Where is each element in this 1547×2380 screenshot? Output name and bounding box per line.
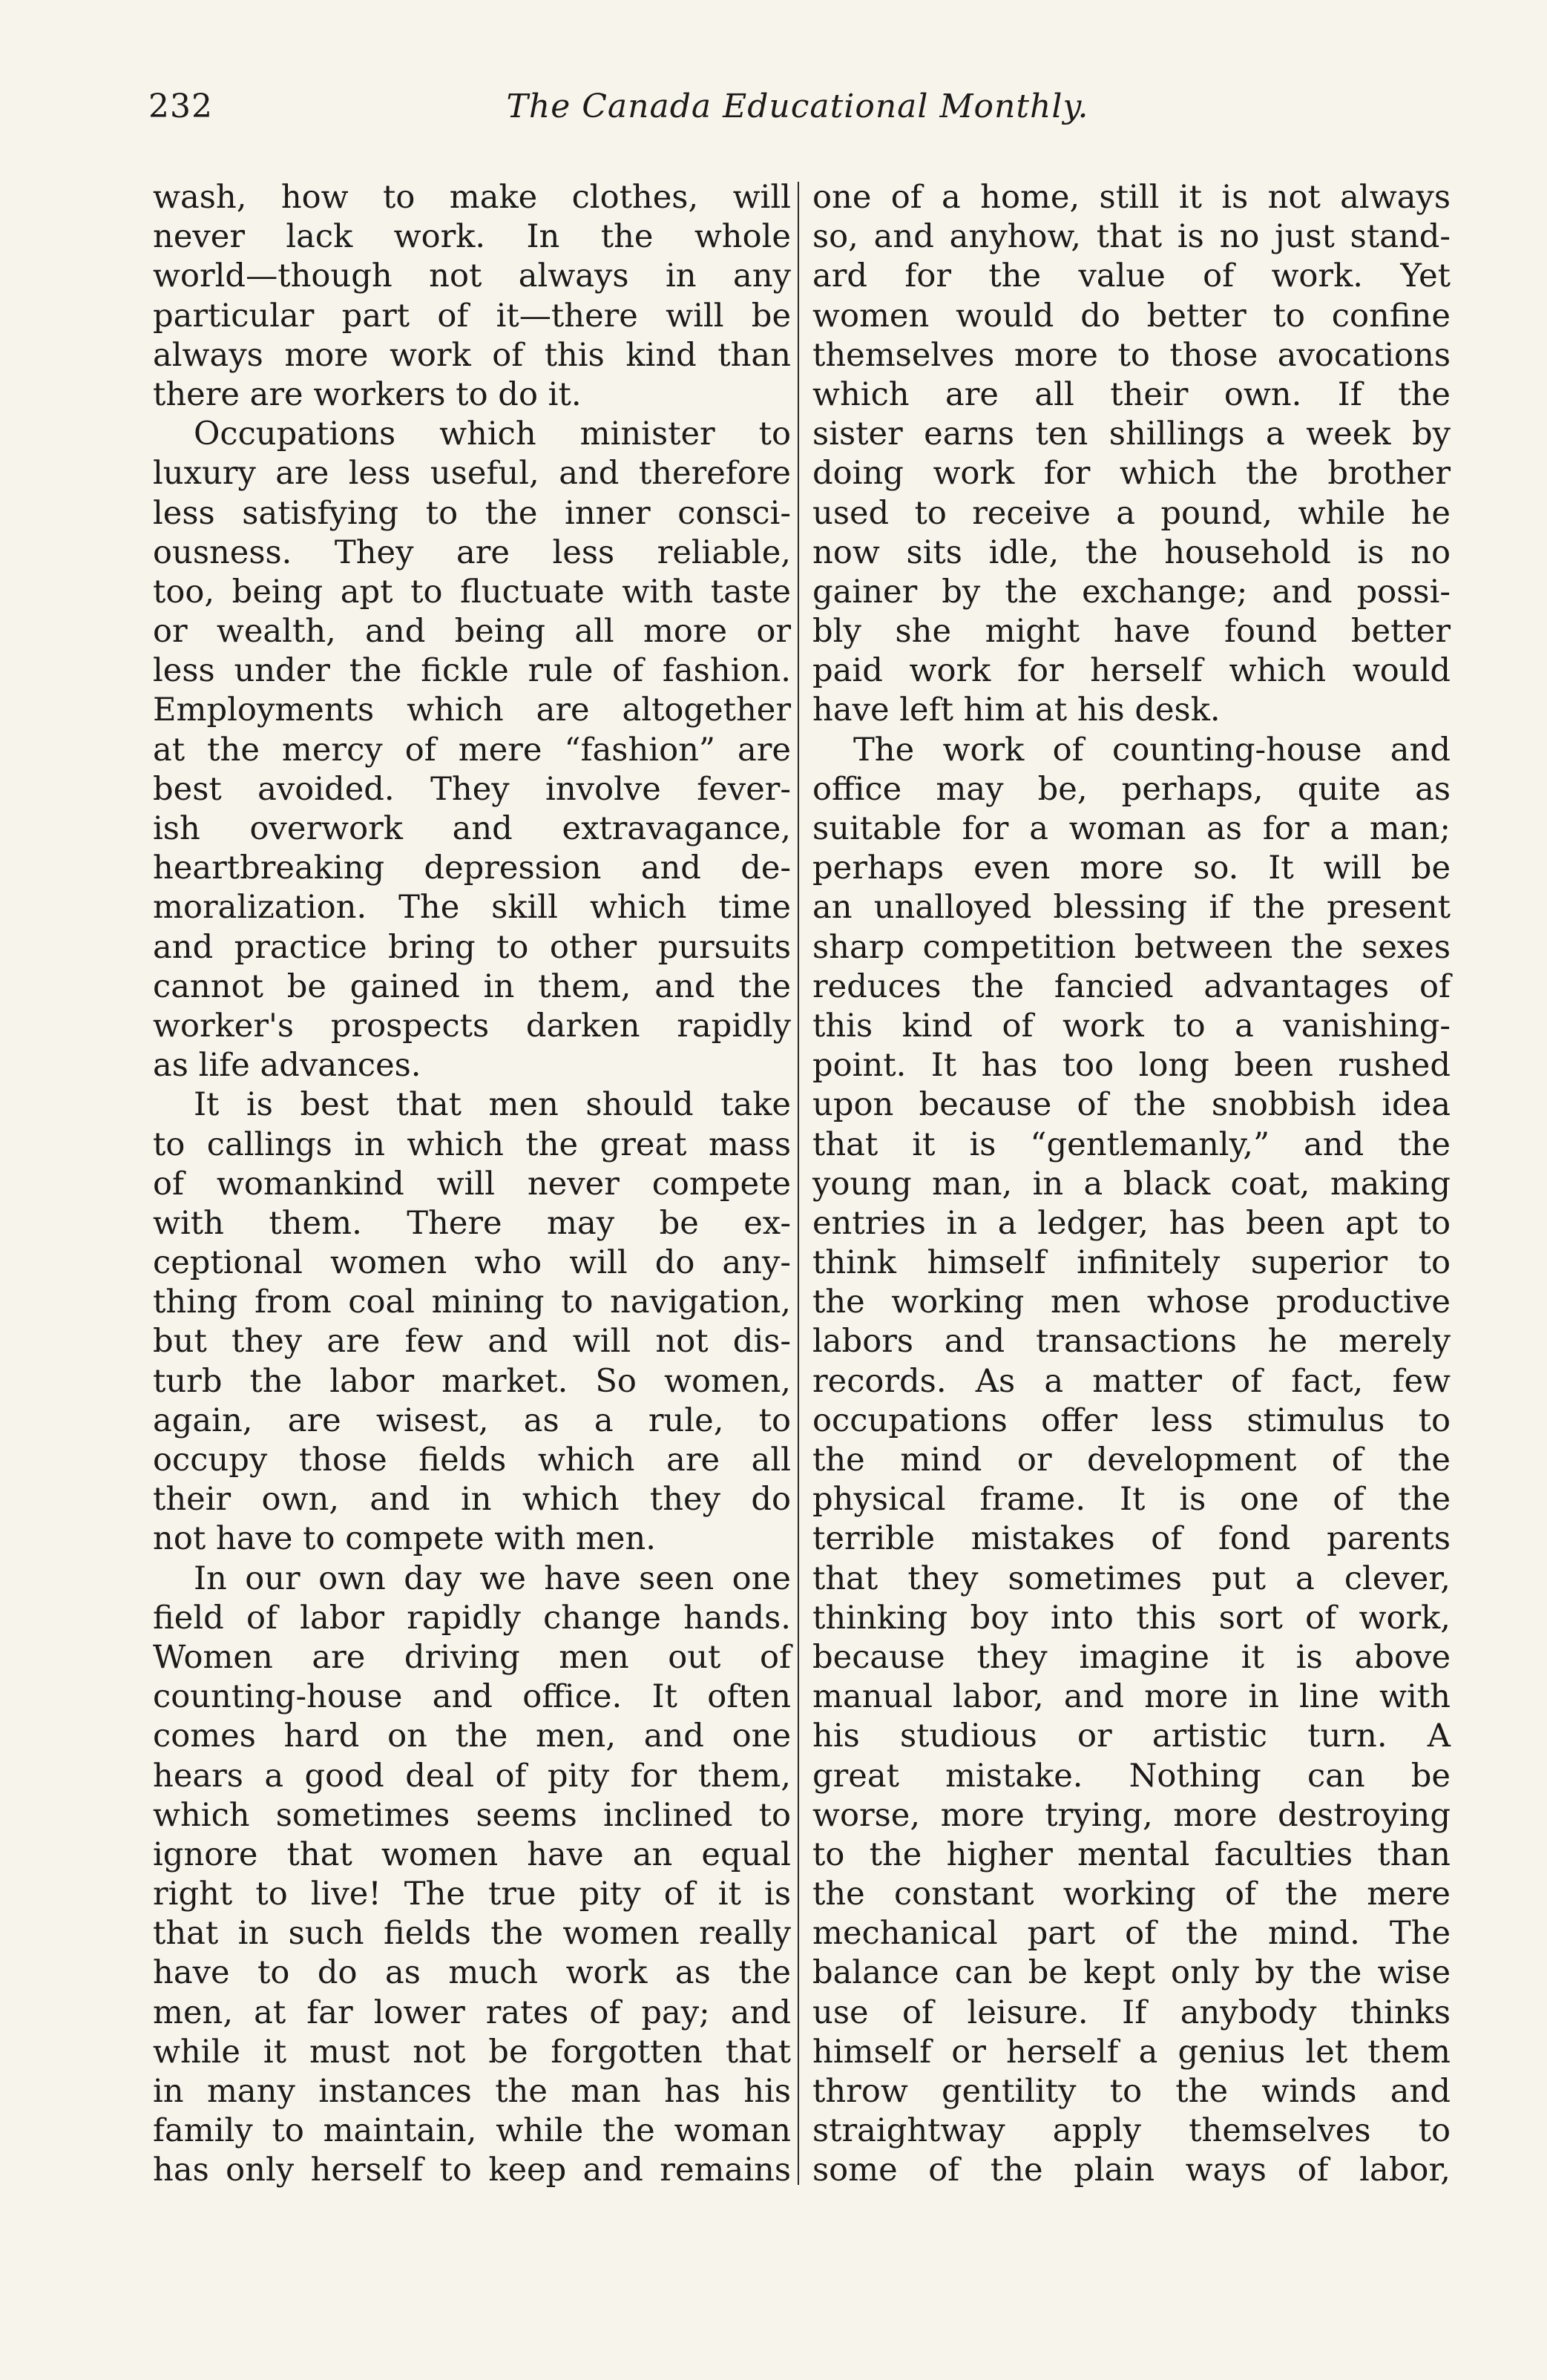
text-line: the working men whose productive xyxy=(812,1283,1451,1321)
text-line: office may be, perhaps, quite as xyxy=(812,770,1451,808)
text-line: never lack work. In the whole xyxy=(153,218,791,256)
text-line: used to receive a pound, while he xyxy=(812,494,1451,532)
text-line: ousness. They are less reliable, xyxy=(153,533,791,571)
text-line: an unalloyed blessing if the present xyxy=(812,889,1451,927)
text-line: too, being apt to fluctuate with taste xyxy=(153,573,791,611)
text-line: In our own day we have seen one xyxy=(194,1559,791,1597)
text-line: Women are driving men out of xyxy=(153,1638,791,1676)
text-line: sharp competition between the sexes xyxy=(812,928,1451,966)
left-column xyxy=(153,178,791,2191)
text-line: ignore that women have an equal xyxy=(153,1835,791,1873)
text-line: think himself infinitely superior to xyxy=(812,1244,1451,1282)
text-line: the constant working of the mere xyxy=(812,1876,1451,1913)
text-line: not have to compete with men. xyxy=(153,1520,656,1558)
text-line: of womankind will never compete xyxy=(153,1165,791,1203)
text-line: young man, in a black coat, making xyxy=(812,1165,1451,1203)
text-line: manual labor, and more in line with xyxy=(812,1678,1451,1716)
text-line: that they sometimes put a clever, xyxy=(812,1559,1451,1597)
text-line: straightway apply themselves to xyxy=(812,2112,1451,2150)
text-line: or wealth, and being all more or xyxy=(153,613,791,651)
text-line: his studious or artistic turn. A xyxy=(812,1717,1451,1755)
text-line: moralization. The skill which time xyxy=(153,889,791,927)
text-line: that in such fields the women really xyxy=(153,1915,791,1953)
text-line: hears a good deal of pity for them, xyxy=(153,1757,791,1795)
text-line: bly she might have found better xyxy=(812,613,1451,651)
text-line: great mistake. Nothing can be xyxy=(812,1757,1451,1795)
text-line: women would do better to confine xyxy=(812,297,1451,335)
text-line: less satisfying to the inner consci- xyxy=(153,494,791,532)
text-line: which sometimes seems inclined to xyxy=(153,1796,791,1834)
text-line: again, are wisest, as a rule, to xyxy=(153,1401,791,1439)
text-line: but they are few and will not dis- xyxy=(153,1323,791,1361)
text-line: there are workers to do it. xyxy=(153,375,582,413)
text-line: their own, and in which they do xyxy=(153,1481,791,1519)
text-line: world—though not always in any xyxy=(153,257,791,295)
text-line: paid work for herself which would xyxy=(812,652,1451,690)
text-line: The work of counting-house and xyxy=(853,731,1451,769)
text-line: Employments which are altogether xyxy=(153,691,791,729)
text-line: luxury are less useful, and therefore xyxy=(153,455,791,493)
text-line: perhaps even more so. It will be xyxy=(812,849,1451,887)
text-line: occupy those fields which are all xyxy=(153,1442,791,1479)
text-line: men, at far lower rates of pay; and xyxy=(153,1993,791,2031)
text-line: counting-house and office. It often xyxy=(153,1678,791,1716)
text-line: physical frame. It is one of the xyxy=(812,1481,1451,1519)
text-line: so, and anyhow, that is no just stand- xyxy=(812,218,1451,256)
text-line: and practice bring to other pursuits xyxy=(153,928,791,966)
text-line: has only herself to keep and remains xyxy=(153,2151,791,2189)
text-line: wash, how to make clothes, will xyxy=(153,179,791,216)
text-line: suitable for a woman as for a man; xyxy=(812,810,1451,847)
text-line: Occupations which minister to xyxy=(194,415,791,453)
text-line: particular part of it—there will be xyxy=(153,297,791,335)
text-line: that it is “gentlemanly,” and the xyxy=(812,1125,1451,1163)
text-line: in many instances the man has his xyxy=(153,2073,791,2110)
text-line: best avoided. They involve fever- xyxy=(153,770,791,808)
text-line: terrible mistakes of fond parents xyxy=(812,1520,1451,1558)
text-line: thinking boy into this sort of work, xyxy=(812,1599,1451,1637)
text-line: doing work for which the brother xyxy=(812,455,1451,493)
text-line: which are all their own. If the xyxy=(812,375,1451,413)
text-line: as life advances. xyxy=(153,1047,421,1085)
text-line: have left him at his desk. xyxy=(812,691,1221,729)
text-line: some of the plain ways of labor, xyxy=(812,2151,1451,2189)
text-line: right to live! The true pity of it is xyxy=(153,1876,791,1913)
text-line: heartbreaking depression and de- xyxy=(153,849,791,887)
text-line: now sits idle, the household is no xyxy=(812,533,1451,571)
text-line: ish overwork and extravagance, xyxy=(153,810,791,847)
text-line: labors and transactions he merely xyxy=(812,1323,1451,1361)
text-line: reduces the fancied advantages of xyxy=(812,967,1451,1005)
text-line: have to do as much work as the xyxy=(153,1954,791,1992)
text-line: less under the fickle rule of fashion. xyxy=(153,652,791,690)
text-line: to the higher mental faculties than xyxy=(812,1835,1451,1873)
page-header xyxy=(148,88,1447,139)
text-line: worse, more trying, more destroying xyxy=(812,1796,1451,1834)
text-line: records. As a matter of fact, few xyxy=(812,1362,1451,1400)
text-line: at the mercy of mere “fashion” are xyxy=(153,731,791,769)
text-line: because they imagine it is above xyxy=(812,1638,1451,1676)
text-line: this kind of work to a vanishing- xyxy=(812,1007,1451,1045)
page-number: 232 xyxy=(148,88,213,125)
text-line: with them. There may be ex- xyxy=(153,1204,791,1242)
text-line: throw gentility to the winds and xyxy=(812,2073,1451,2110)
text-line: It is best that men should take xyxy=(194,1086,791,1124)
text-line: family to maintain, while the woman xyxy=(153,2112,791,2150)
text-line: worker's prospects darken rapidly xyxy=(153,1007,791,1045)
text-line: thing from coal mining to navigation, xyxy=(153,1283,791,1321)
text-line: comes hard on the men, and one xyxy=(153,1717,791,1755)
text-line: the mind or development of the xyxy=(812,1442,1451,1479)
text-line: upon because of the snobbish idea xyxy=(812,1086,1451,1124)
text-line: cannot be gained in them, and the xyxy=(153,967,791,1005)
text-line: use of leisure. If anybody thinks xyxy=(812,1993,1451,2031)
text-line: occupations offer less stimulus to xyxy=(812,1401,1451,1439)
text-line: ard for the value of work. Yet xyxy=(812,257,1451,295)
text-line: to callings in which the great mass xyxy=(153,1125,791,1163)
text-line: sister earns ten shillings a week by xyxy=(812,415,1451,453)
text-line: point. It has too long been rushed xyxy=(812,1047,1451,1085)
running-title: The Canada Educational Monthly. xyxy=(506,88,1089,125)
text-line: himself or herself a genius let them xyxy=(812,2033,1451,2071)
text-line: gainer by the exchange; and possi- xyxy=(812,573,1451,611)
text-line: field of labor rapidly change hands. xyxy=(153,1599,791,1637)
text-line: one of a home, still it is not always xyxy=(812,179,1451,216)
text-line: turb the labor market. So women, xyxy=(153,1362,791,1400)
column-divider xyxy=(798,182,799,2185)
right-column xyxy=(812,178,1451,2191)
text-line: ceptional women who will do any- xyxy=(153,1244,791,1282)
text-line: entries in a ledger, has been apt to xyxy=(812,1204,1451,1242)
text-line: always more work of this kind than xyxy=(153,336,791,374)
text-line: themselves more to those avocations xyxy=(812,336,1451,374)
text-line: balance can be kept only by the wise xyxy=(812,1954,1451,1992)
text-line: while it must not be forgotten that xyxy=(153,2033,791,2071)
text-line: mechanical part of the mind. The xyxy=(812,1915,1451,1953)
